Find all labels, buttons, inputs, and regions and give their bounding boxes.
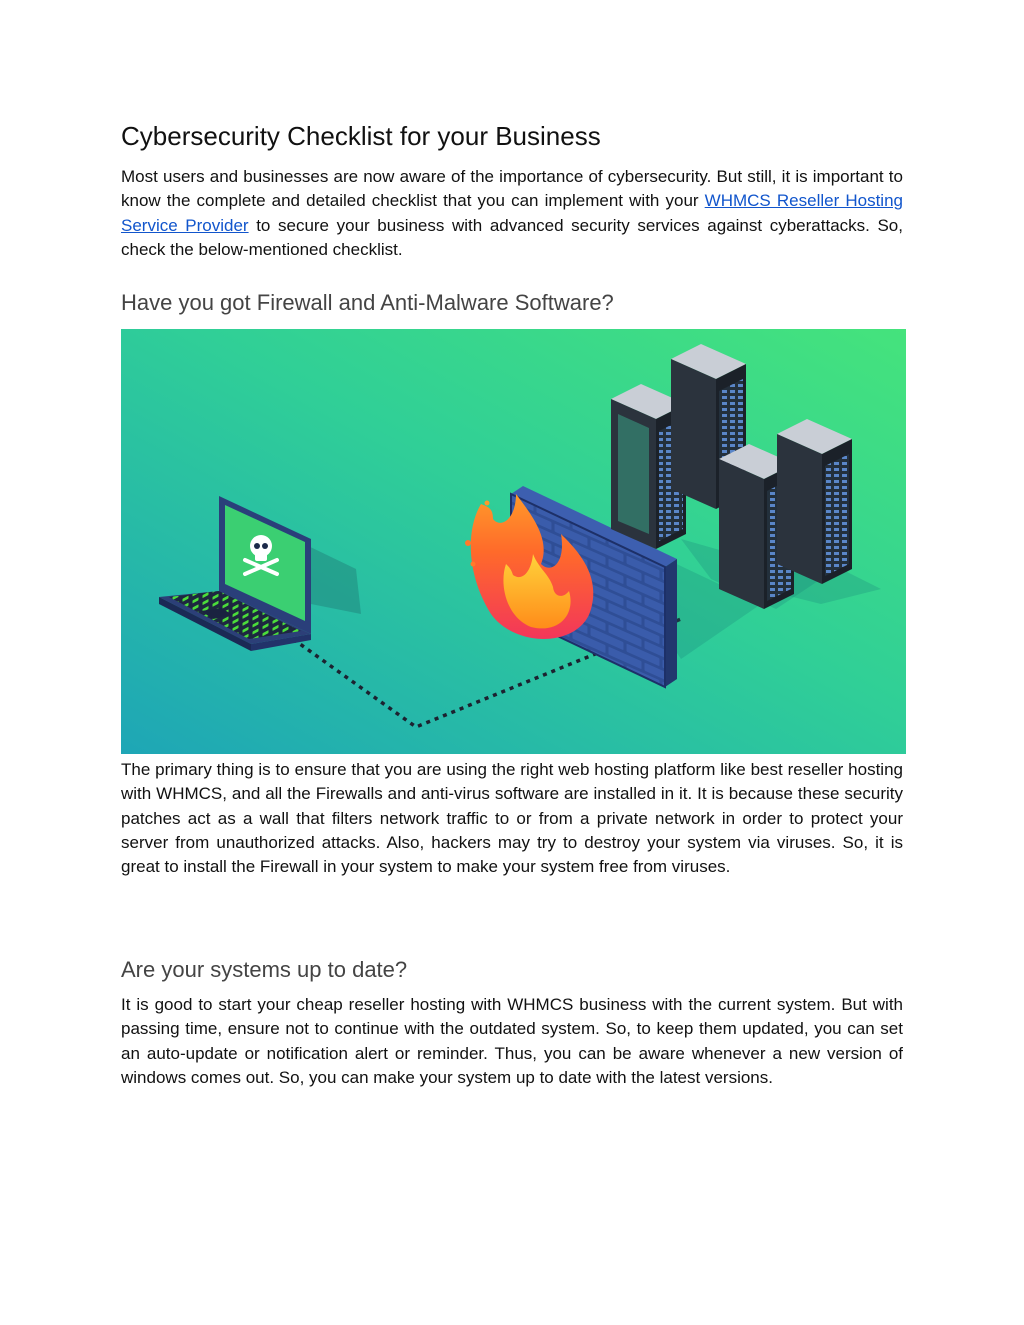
section-heading-updates: Are your systems up to date? [121,957,408,982]
intro-text-after: to secure your business with advanced security services against cyberattacks. So, check the below-mentioned checklist. [121,215,903,259]
intro-text-before: Most users and businesses are now aware of the importance of cybersecurity. But still, it is important to know the complete and detailed checklist that you can implement with your [121,167,903,211]
whmcs-reseller-link[interactable]: WHMCS Reseller Hosting Service Provider [121,191,903,235]
intro-paragraph [121,165,903,262]
server-rack-icon [777,419,852,584]
section-heading-firewall: Have you got Firewall and Anti-Malware Software? [121,290,614,315]
firewall-illustration [121,329,906,754]
updates-paragraph: It is good to start your cheap reseller hosting with WHMCS business with the current system. But with passing time, ensure not to continue with the outdated system. So, to keep them updated, you can set an auto-update or notification alert or reminder. Thus, you can be aware whenever a new version of windows comes out. So, you can make your system up to date with the latest versions. [121,995,903,1087]
page-title: Cybersecurity Checklist for your Business [121,121,601,151]
firewall-paragraph: The primary thing is to ensure that you are using the right web hosting platform like best reseller hosting with WHMCS, and all the Firewalls and anti-virus software are installed in it. It is because these security patches act as a wall that filters network traffic to or from a private network in order to protect your server from unauthorized attacks. Also, hackers may try to destroy your system via viruses. So, it is great to install the Firewall in your system to make your system free from viruses. [121,760,903,877]
